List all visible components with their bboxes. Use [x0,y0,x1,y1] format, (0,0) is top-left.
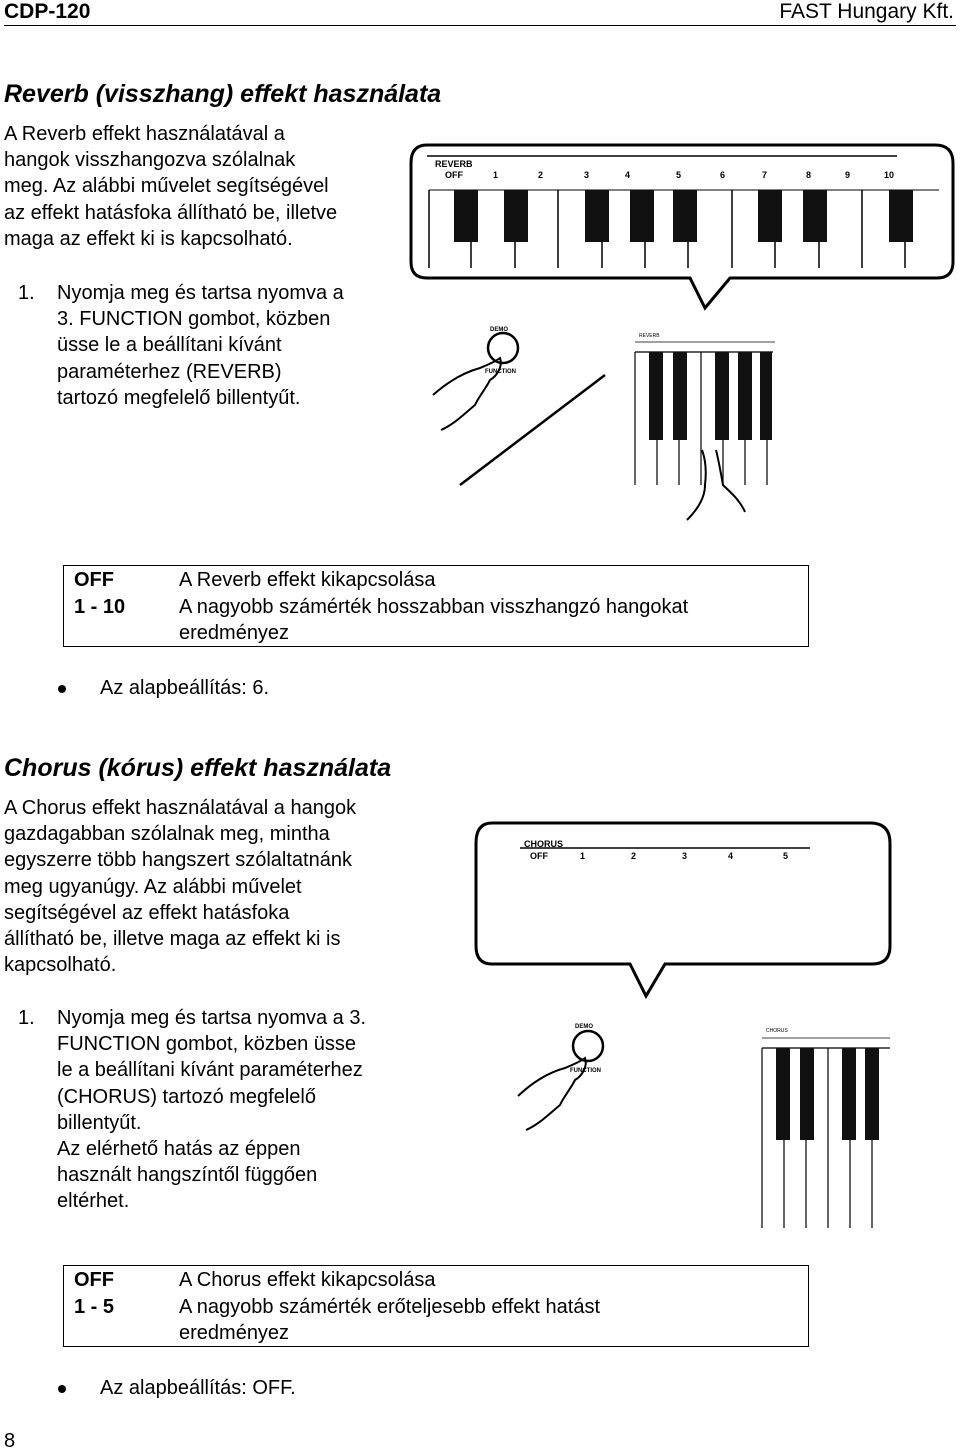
setting-description: A nagyobb számérték erőteljesebb effekt hatást [179,1296,601,1318]
chorus-keyboard-diagram [470,818,956,1238]
setting-description: A nagyobb számérték hosszabban visszhangzó hangokat [179,596,689,618]
chorus-intro-line: gazdagabban szólalnak meg, mintha [4,823,330,846]
chorus-key-label: 5 [783,851,789,861]
chorus-intro-line: egyszerre több hangszert szólaltatnánk [4,849,352,872]
reverb-step-line: Nyomja meg és tartsa nyomva a [57,282,344,304]
chorus-key-label: 3 [682,851,688,861]
reverb-key-labels [445,170,894,180]
chorus-step-line: Nyomja meg és tartsa nyomva a 3. [57,1007,367,1029]
chorus-key-labels [530,851,788,861]
setting-key: OFF [74,1269,114,1291]
document-model: CDP-120 [4,0,91,23]
chorus-step-line: használt hangszíntől függően [57,1164,318,1187]
finger-icon [687,450,745,520]
setting-description: A Reverb effekt kikapcsolása [179,569,436,591]
reverb-step-line: tartozó megfelelő billentyűt. [57,386,301,409]
chorus-settings-table [63,1265,809,1347]
function-button-icon [488,333,518,363]
reverb-step-line: paraméterhez (REVERB) [57,360,282,383]
bullet-icon [58,1385,66,1393]
chorus-intro-line: meg ugyanúgy. Az alábbi művelet [4,875,302,898]
reverb-key-label: 7 [762,170,768,180]
chorus-step-line: le a beállítani kívánt paraméterhez [57,1059,363,1082]
reverb-keyboard-diagram [405,140,960,540]
chorus-step-line: (CHORUS) tartozó megfelelő [57,1085,316,1108]
function-label: FUNCTION [485,369,516,375]
chorus-keys-small [762,1028,890,1228]
chorus-step-line: eltérhet. [57,1190,130,1213]
demo-label: DEMO [490,327,508,333]
setting-description: A Chorus effekt kikapcsolása [179,1269,436,1291]
chorus-param-label: CHORUS [524,839,564,849]
chorus-intro-line: A Chorus effekt használatával a hangok [4,797,357,819]
reverb-key-label: 1 [493,170,499,180]
function-button-icon [573,1031,603,1061]
chorus-step [57,1005,366,1215]
chorus-intro [4,795,356,978]
chorus-step-line: Az elérhető hatás az éppen [57,1138,301,1161]
chorus-key-label: 1 [580,851,586,861]
page-number: 8 [4,1430,16,1452]
reverb-intro-line: meg. Az alábbi művelet segítségével [4,175,329,198]
reverb-key-label: 9 [845,170,851,180]
setting-description: eredményez [179,622,290,644]
setting-key: 1 - 10 [74,596,126,618]
demo-label: DEMO [575,1024,593,1030]
company-name: FAST Hungary Kft. [779,0,954,23]
header-rule [4,25,956,26]
setting-description: eredményez [179,1322,290,1344]
chorus-section-title: Chorus (kórus) effekt használata [4,754,392,782]
chorus-key-label: OFF [530,851,548,861]
reverb-param-label: REVERB [435,159,473,169]
reverb-step-line: 3. FUNCTION gombot, közben [57,308,331,331]
chorus-step-line: FUNCTION gombot, közben üsse [57,1033,356,1056]
default-value-text: Az alapbeállítás: 6. [100,677,269,699]
reverb-key-label: 2 [538,170,544,180]
reverb-default-note [58,677,458,705]
reverb-key-label: 10 [884,170,895,180]
reverb-intro-line: maga az effekt ki is kapcsolható. [4,227,293,250]
reverb-key-label: OFF [445,170,463,180]
chorus-key-label: 4 [728,851,734,861]
chorus-default-note [58,1377,458,1405]
reverb-key-label: 4 [625,170,631,180]
chorus-step-line: billentyűt. [57,1111,142,1134]
reverb-section-title: Reverb (visszhang) effekt használata [4,80,442,108]
reverb-key-label: 3 [584,170,590,180]
chorus-intro-line: segítségével az effekt hatásfoka [4,901,290,924]
default-value-text: Az alapbeállítás: OFF. [100,1377,296,1399]
bullet-icon [58,685,66,693]
svg-text:CHORUS: CHORUS [766,1028,788,1034]
setting-key: OFF [74,569,114,591]
reverb-key-label: 6 [720,170,726,180]
reverb-step-line: üsse le a beállítani kívánt [57,334,282,357]
reverb-intro-line: hangok visszhangozva szólalnak [4,149,296,172]
divider-line [460,375,605,485]
reverb-keys-large [429,190,939,268]
function-label: FUNCTION [570,1068,601,1074]
chorus-intro-line: kapcsolható. [4,954,117,977]
setting-key: 1 - 5 [74,1296,115,1318]
chorus-step-number: 1. [18,1007,35,1029]
chorus-key-label: 2 [631,851,637,861]
reverb-key-label: 8 [806,170,812,180]
reverb-intro-line: A Reverb effekt használatával a [4,123,285,145]
chorus-intro-line: állítható be, illetve maga az effekt ki is [4,928,341,951]
reverb-step-number: 1. [18,282,35,304]
reverb-intro-line: az effekt hatásfoka állítható be, illetve [4,201,338,224]
reverb-step [57,280,344,411]
reverb-intro [4,121,337,252]
reverb-key-label: 5 [676,170,682,180]
reverb-settings-table [63,565,809,647]
svg-text:REVERB: REVERB [639,333,660,339]
